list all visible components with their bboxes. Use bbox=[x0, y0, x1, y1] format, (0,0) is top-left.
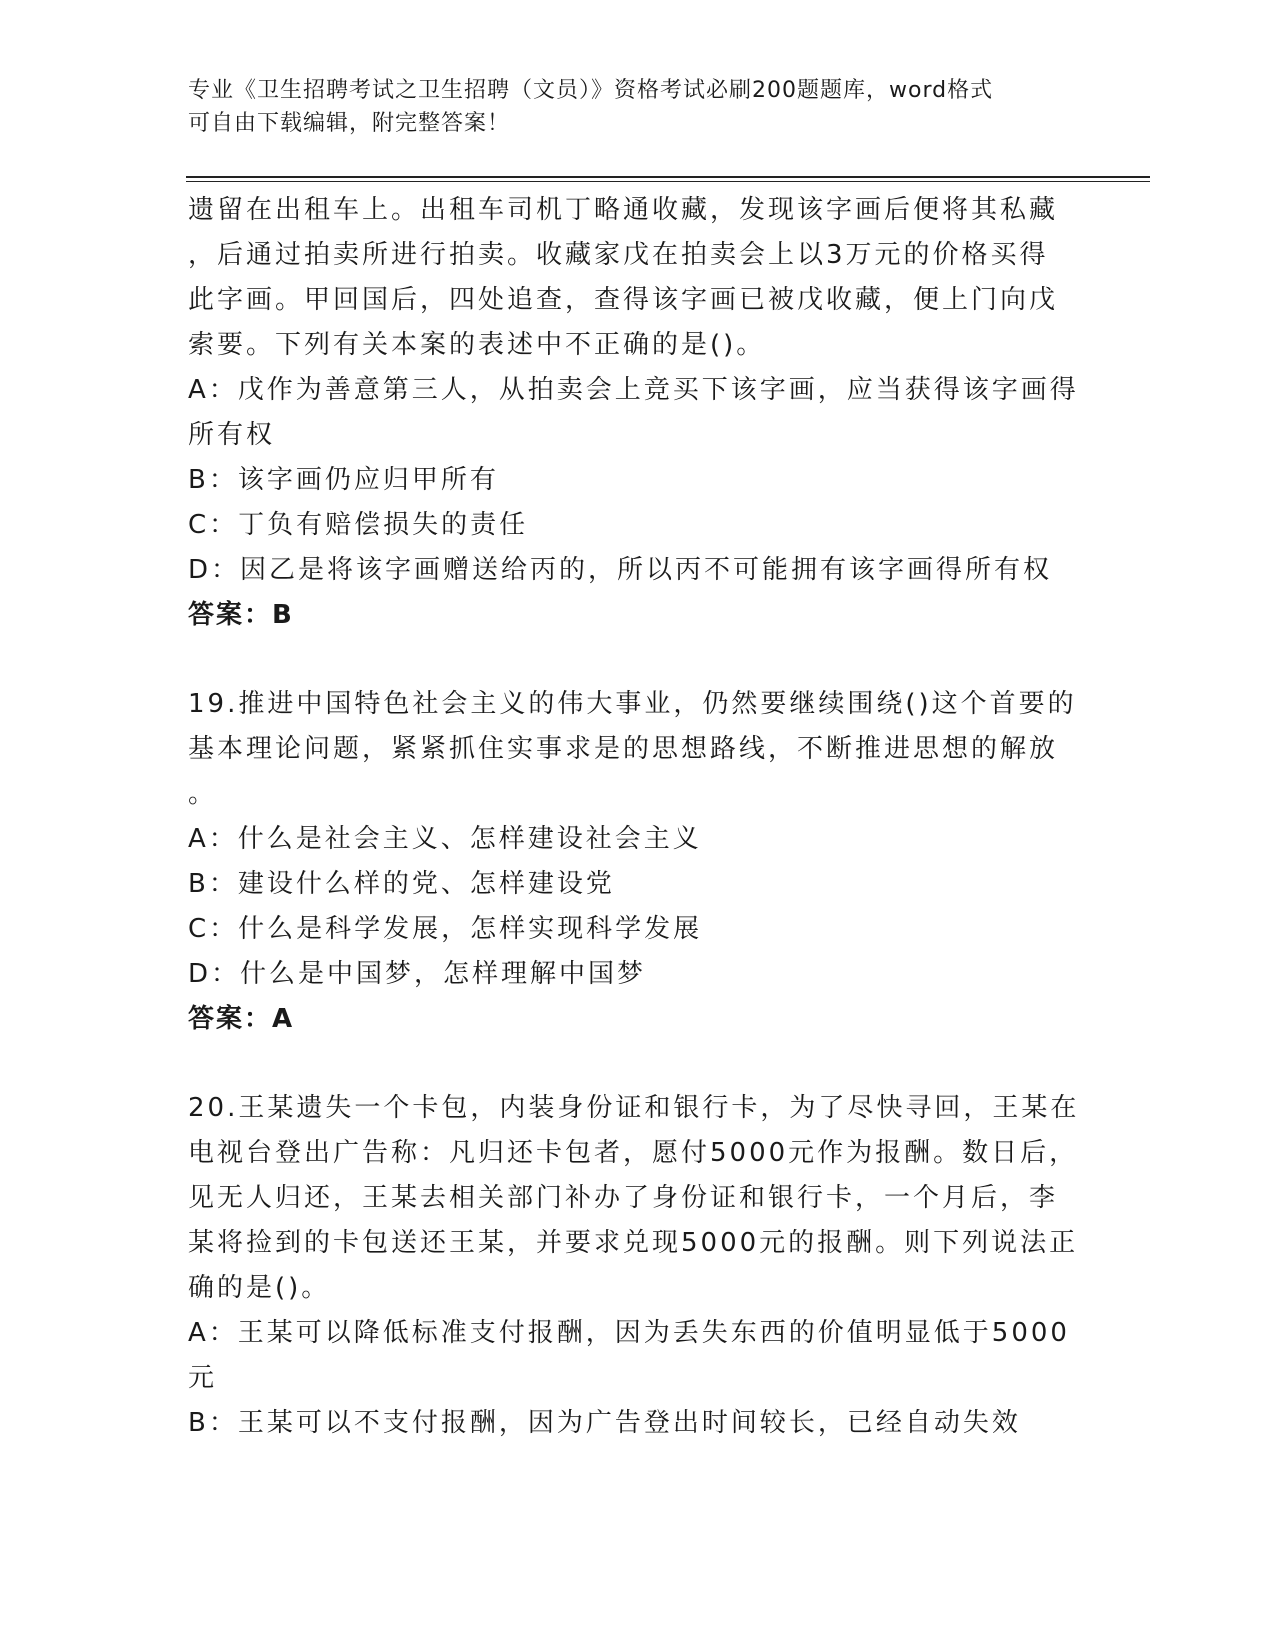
question-stem-line: 19.推进中国特色社会主义的伟大事业，仍然要继续围绕()这个首要的 bbox=[188, 689, 1077, 719]
header-divider-thin bbox=[186, 181, 1150, 182]
option-d: D：什么是中国梦，怎样理解中国梦 bbox=[188, 959, 647, 989]
answer-label: 答案：A bbox=[188, 1004, 295, 1034]
document-header bbox=[188, 74, 1068, 140]
question-19 bbox=[188, 682, 1088, 1042]
option-a-continued: 元 bbox=[188, 1363, 218, 1393]
question-stem-line: 某将捡到的卡包送还王某，并要求兑现5000元的报酬。则下列说法正 bbox=[188, 1228, 1079, 1258]
option-c: C：丁负有赔偿损失的责任 bbox=[188, 510, 529, 540]
question-spacer bbox=[188, 638, 1088, 682]
option-a: A：戊作为善意第三人，从拍卖会上竞买下该字画，应当获得该字画得 bbox=[188, 375, 1079, 405]
question-stem-line: ，后通过拍卖所进行拍卖。收藏家戊在拍卖会上以3万元的价格买得 bbox=[188, 240, 1049, 270]
header-divider-thick bbox=[186, 176, 1150, 178]
option-b: B：王某可以不支付报酬，因为广告登出时间较长，已经自动失效 bbox=[188, 1408, 1021, 1438]
question-stem-line: 基本理论问题，紧紧抓住实事求是的思想路线，不断推进思想的解放 bbox=[188, 734, 1059, 764]
question-stem-line: 。 bbox=[188, 779, 218, 809]
question-stem-line: 索要。下列有关本案的表述中不正确的是()。 bbox=[188, 330, 766, 360]
question-stem-line: 电视台登出广告称：凡归还卡包者，愿付5000元作为报酬。数日后， bbox=[188, 1138, 1079, 1168]
header-title-line-1: 专业《卫生招聘考试之卫生招聘（文员）》资格考试必刷200题题库，word格式 bbox=[188, 78, 994, 103]
option-a-continued: 所有权 bbox=[188, 420, 276, 450]
question-18 bbox=[188, 188, 1088, 638]
option-a: A：王某可以降低标准支付报酬，因为丢失东西的价值明显低于5000 bbox=[188, 1318, 1070, 1348]
question-spacer bbox=[188, 1042, 1088, 1086]
question-stem-line: 此字画。甲回国后，四处追查，查得该字画已被戊收藏，便上门向戊 bbox=[188, 285, 1059, 315]
question-stem-line: 遗留在出租车上。出租车司机丁略通收藏，发现该字画后便将其私藏 bbox=[188, 195, 1059, 225]
question-stem-line: 20.王某遗失一个卡包，内装身份证和银行卡，为了尽快寻回，王某在 bbox=[188, 1093, 1080, 1123]
header-title-line-2: 可自由下载编辑，附完整答案！ bbox=[188, 111, 511, 136]
question-stem-line: 确的是()。 bbox=[188, 1273, 331, 1303]
question-stem-line: 见无人归还，王某去相关部门补办了身份证和银行卡，一个月后，李 bbox=[188, 1183, 1059, 1213]
question-list bbox=[188, 188, 1088, 1446]
option-a: A：什么是社会主义、怎样建设社会主义 bbox=[188, 824, 702, 854]
question-20 bbox=[188, 1086, 1088, 1446]
option-d: D：因乙是将该字画赠送给丙的，所以丙不可能拥有该字画得所有权 bbox=[188, 555, 1053, 585]
option-b: B：建设什么样的党、怎样建设党 bbox=[188, 869, 615, 899]
option-c: C：什么是科学发展，怎样实现科学发展 bbox=[188, 914, 703, 944]
answer-label: 答案：B bbox=[188, 600, 294, 630]
option-b: B：该字画仍应归甲所有 bbox=[188, 465, 499, 495]
